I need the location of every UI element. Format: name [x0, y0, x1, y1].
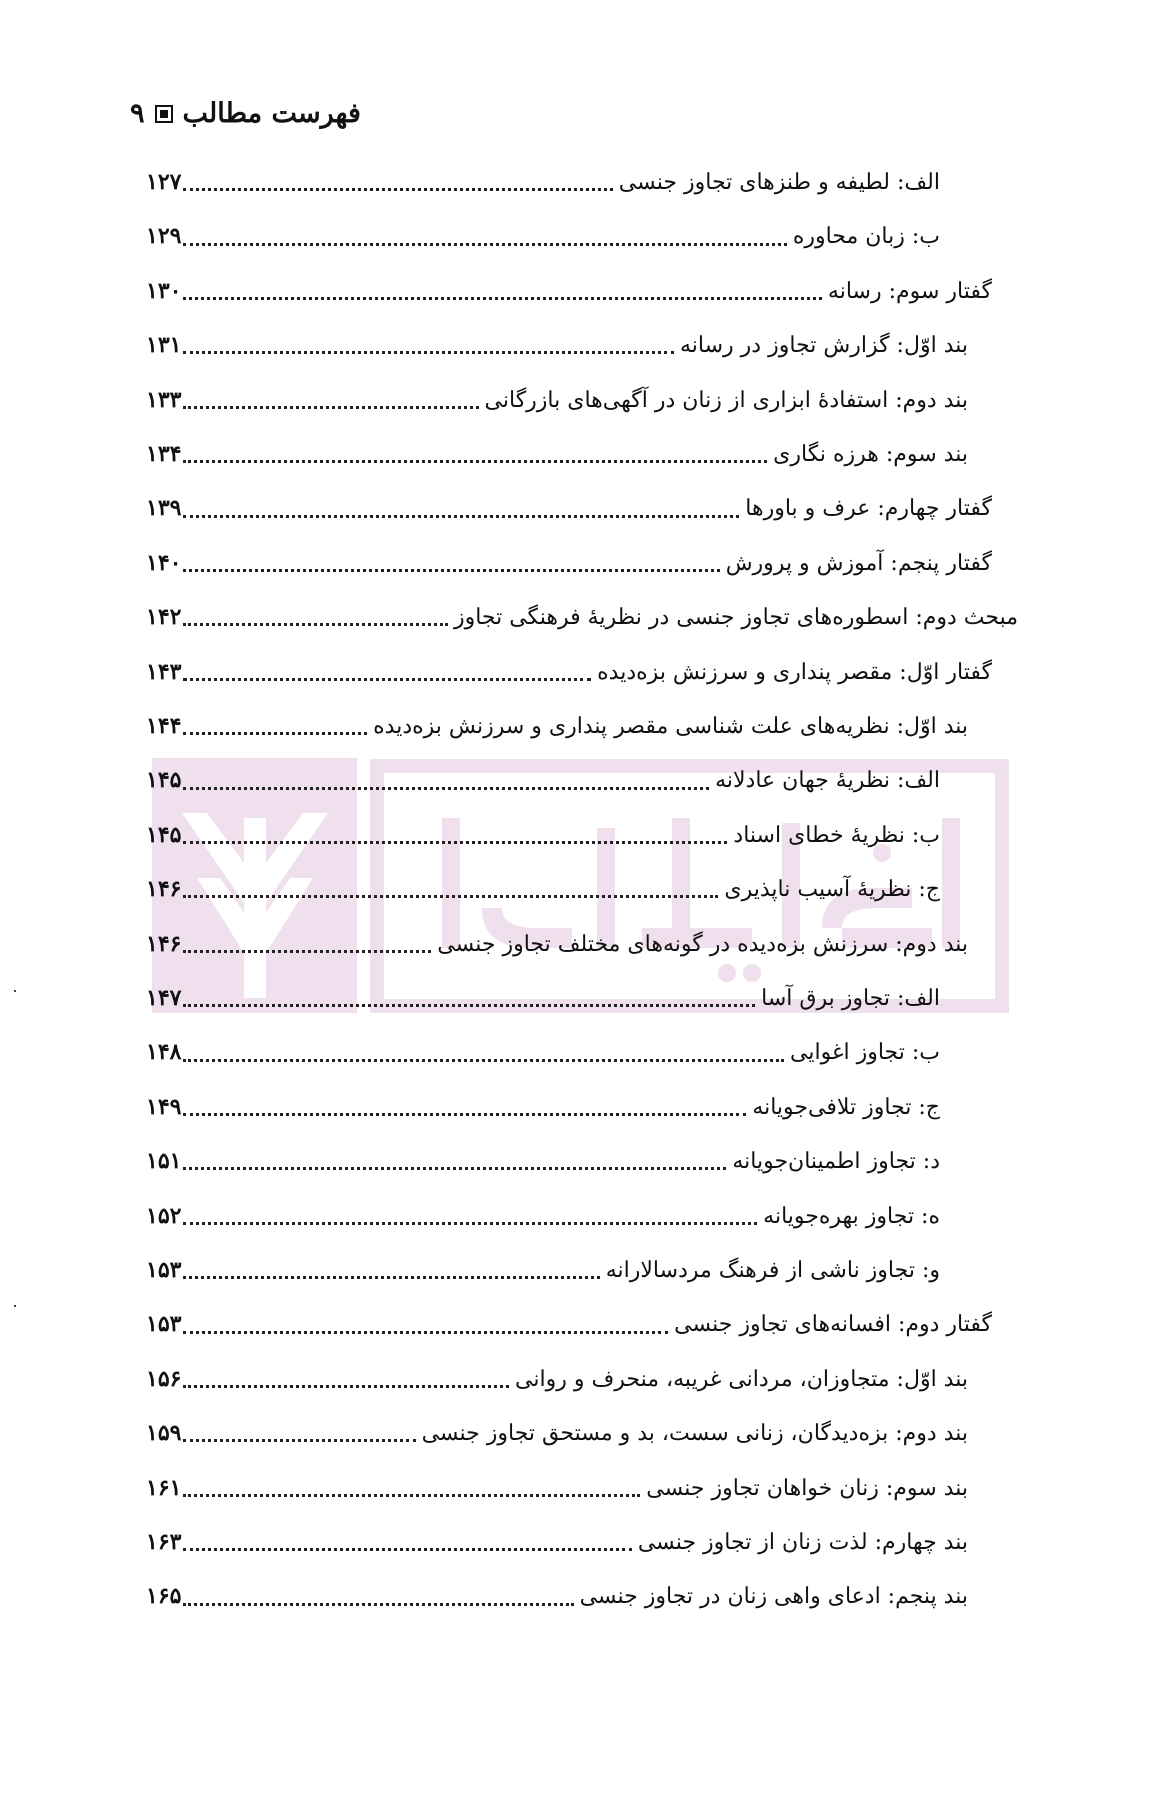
toc-entry-title: و: تجاوز ناشی از فرهنگ مردسالارانه [605, 1258, 940, 1283]
toc-entry-page-number: ۱۵۳ [146, 1257, 182, 1283]
toc-entry-page-number: ۱۵۱ [146, 1148, 182, 1175]
toc-entry-page-number: ۱۴۵ [146, 821, 182, 848]
toc-entry-page-number: ۱۶۱ [146, 1474, 182, 1501]
toc-entry-title: بند اوّل: متجاوزان، مردانی غریبه، منحرف و روانی [515, 1366, 968, 1392]
dot-leader [183, 547, 719, 572]
toc-entry [146, 1306, 992, 1346]
toc-entry-title: د: تجاوز اطمینان‌جویانه [732, 1149, 940, 1175]
dot-leader [183, 1309, 668, 1334]
toc-entry-title: گفتار پنجم: آموزش و پرورش [725, 550, 992, 576]
toc-entry [146, 980, 940, 1020]
toc-entry-title: بند پنجم: ادعای واهی زنان در تجاوز جنسی [579, 1584, 968, 1610]
toc-entry-title: الف: لطیفه و طنزهای تجاوز جنسی [618, 170, 940, 195]
square-bullet-icon [155, 105, 173, 123]
toc-entry [146, 1034, 940, 1074]
toc-entry-title: ب: نظریهٔ خطای اسناد [733, 822, 940, 848]
toc-entry-page-number: ۱۶۵ [146, 1583, 182, 1610]
toc-entry-page-number: ۱۵۳ [146, 1311, 182, 1338]
toc-entry [146, 817, 940, 857]
dot-leader [183, 1200, 757, 1225]
toc-entry-title: بند اوّل: نظریه‌های علت شناسی مقصر پنداری و سرزنش بزه‌دیده [373, 714, 968, 739]
toc-entry-title: بند دوم: سرزنش بزه‌دیده در گونه‌های مختلف تجاوز جنسی [437, 931, 968, 957]
dot-leader [183, 329, 674, 354]
dot-leader [183, 166, 612, 191]
toc-entry-title: بند سوم: زنان خواهان تجاوز جنسی [646, 1475, 968, 1501]
dot-leader [183, 656, 591, 681]
toc-entry-page-number: ۱۴۵ [146, 767, 182, 794]
dot-leader [183, 275, 821, 300]
toc-entry [146, 545, 992, 585]
toc-entry-page-number: ۱۶۳ [146, 1529, 182, 1555]
dot-leader [183, 493, 739, 518]
toc-entry-title: ه: تجاوز بهره‌جویانه [763, 1203, 940, 1229]
running-header-title: فهرست مطالب [182, 98, 361, 129]
dot-leader [183, 601, 448, 626]
toc-entry-title: بند دوم: استفادهٔ ابزاری از زنان در آگهی‌های بازرگانی [484, 387, 968, 413]
toc-entry [146, 382, 968, 422]
scan-speck [14, 1305, 16, 1307]
toc-entry [146, 218, 940, 258]
toc-entry-page-number: ۱۵۶ [146, 1365, 182, 1392]
toc-entry-title: ج: نظریهٔ آسیب ناپذیری [724, 877, 940, 903]
toc-entry-page-number: ۱۴۳ [146, 658, 182, 685]
dot-leader [183, 1526, 631, 1551]
toc-entry-title: گفتار سوم: رسانه [827, 278, 992, 304]
toc-entry [146, 708, 968, 748]
toc-entry [146, 871, 940, 911]
toc-entry-page-number: ۱۳۱ [146, 332, 182, 359]
toc-entry-page-number: ۱۴۶ [146, 876, 182, 903]
toc-entry-page-number: ۱۲۷ [146, 169, 182, 195]
dot-leader [183, 1037, 784, 1062]
dot-leader [183, 710, 367, 735]
toc-entry-title: گفتار چهارم: عرف و باورها [745, 496, 992, 522]
running-header [130, 98, 361, 129]
toc-entry-page-number: ۱۳۰ [146, 277, 182, 304]
toc-entry-page-number: ۱۴۶ [146, 930, 182, 957]
toc-entry [146, 599, 1018, 639]
dot-leader [183, 1363, 509, 1388]
toc-entry [146, 1578, 968, 1618]
toc-entry [146, 1415, 968, 1455]
toc-entry-page-number: ۱۴۷ [146, 985, 182, 1011]
toc-entry-title: گفتار اوّل: مقصر پنداری و سرزنش بزه‌دیده [597, 659, 992, 685]
toc-entry-page-number: ۱۳۴ [146, 441, 182, 467]
toc-entry-page-number: ۱۵۹ [146, 1420, 182, 1447]
toc-entry-title: ب: زبان محاوره [792, 224, 940, 250]
toc-entry [146, 654, 992, 694]
dot-leader [183, 221, 786, 246]
dot-leader [183, 1091, 746, 1116]
toc-entry-title: بند چهارم: لذت زنان از تجاوز جنسی [637, 1530, 968, 1555]
toc-entry [146, 436, 968, 476]
toc-entry-page-number: ۱۴۹ [146, 1093, 182, 1120]
toc-entry-title: ج: تجاوز تلافی‌جویانه [752, 1094, 940, 1120]
toc-entry-title: بند دوم: بزه‌دیدگان، زنانی سست، بد و مستحق تجاوز جنسی [421, 1421, 968, 1447]
dot-leader [183, 982, 755, 1007]
toc-entry [146, 164, 940, 204]
dot-leader [183, 765, 709, 790]
toc-entry [146, 1361, 968, 1401]
toc-entry-title: گفتار دوم: افسانه‌های تجاوز جنسی [674, 1312, 992, 1338]
scan-speck [14, 990, 16, 992]
toc-entry [146, 1143, 940, 1183]
toc-entry [146, 762, 940, 802]
dot-leader [183, 873, 718, 898]
toc-entry [146, 1470, 968, 1510]
dot-leader [183, 384, 478, 409]
toc-entry-page-number: ۱۴۲ [146, 604, 182, 631]
toc-entry [146, 1524, 968, 1564]
toc-entry [146, 273, 992, 313]
dot-leader [183, 819, 727, 844]
toc-entry-title: الف: تجاوز برق آسا [761, 986, 940, 1011]
toc-entry-title: الف: نظریهٔ جهان عادلانه [715, 768, 940, 794]
toc-entry-title: ب: تجاوز اغوایی [790, 1040, 940, 1066]
toc-entry-page-number: ۱۴۸ [146, 1039, 182, 1066]
running-header-page-number: ۹ [130, 98, 145, 129]
toc-entry [146, 1089, 940, 1129]
toc-entry [146, 1198, 940, 1238]
dot-leader [183, 1254, 599, 1279]
toc-entry [146, 327, 968, 367]
toc-entry-page-number: ۱۵۲ [146, 1202, 182, 1229]
dot-leader [183, 1581, 573, 1606]
toc-entry [146, 1252, 940, 1292]
dot-leader [183, 1417, 415, 1442]
toc-entry-page-number: ۱۳۳ [146, 386, 182, 413]
dot-leader [183, 1145, 726, 1170]
dot-leader [183, 438, 767, 463]
toc-entry-title: مبحث دوم: اسطوره‌های تجاوز جنسی در نظریهٔ فرهنگی تجاوز [453, 605, 1018, 631]
toc-entry-title: بند اوّل: گزارش تجاوز در رسانه [680, 333, 968, 359]
toc-entry-page-number: ۱۴۴ [146, 713, 182, 739]
toc-entry-title: بند سوم: هرزه نگاری [773, 442, 968, 467]
toc-entry [146, 490, 992, 530]
toc-entry-page-number: ۱۳۹ [146, 495, 182, 522]
toc-entry-page-number: ۱۲۹ [146, 223, 182, 250]
dot-leader [183, 1472, 640, 1497]
dot-leader [183, 928, 431, 953]
toc-entry-page-number: ۱۴۰ [146, 549, 182, 576]
toc-entry [146, 926, 968, 966]
